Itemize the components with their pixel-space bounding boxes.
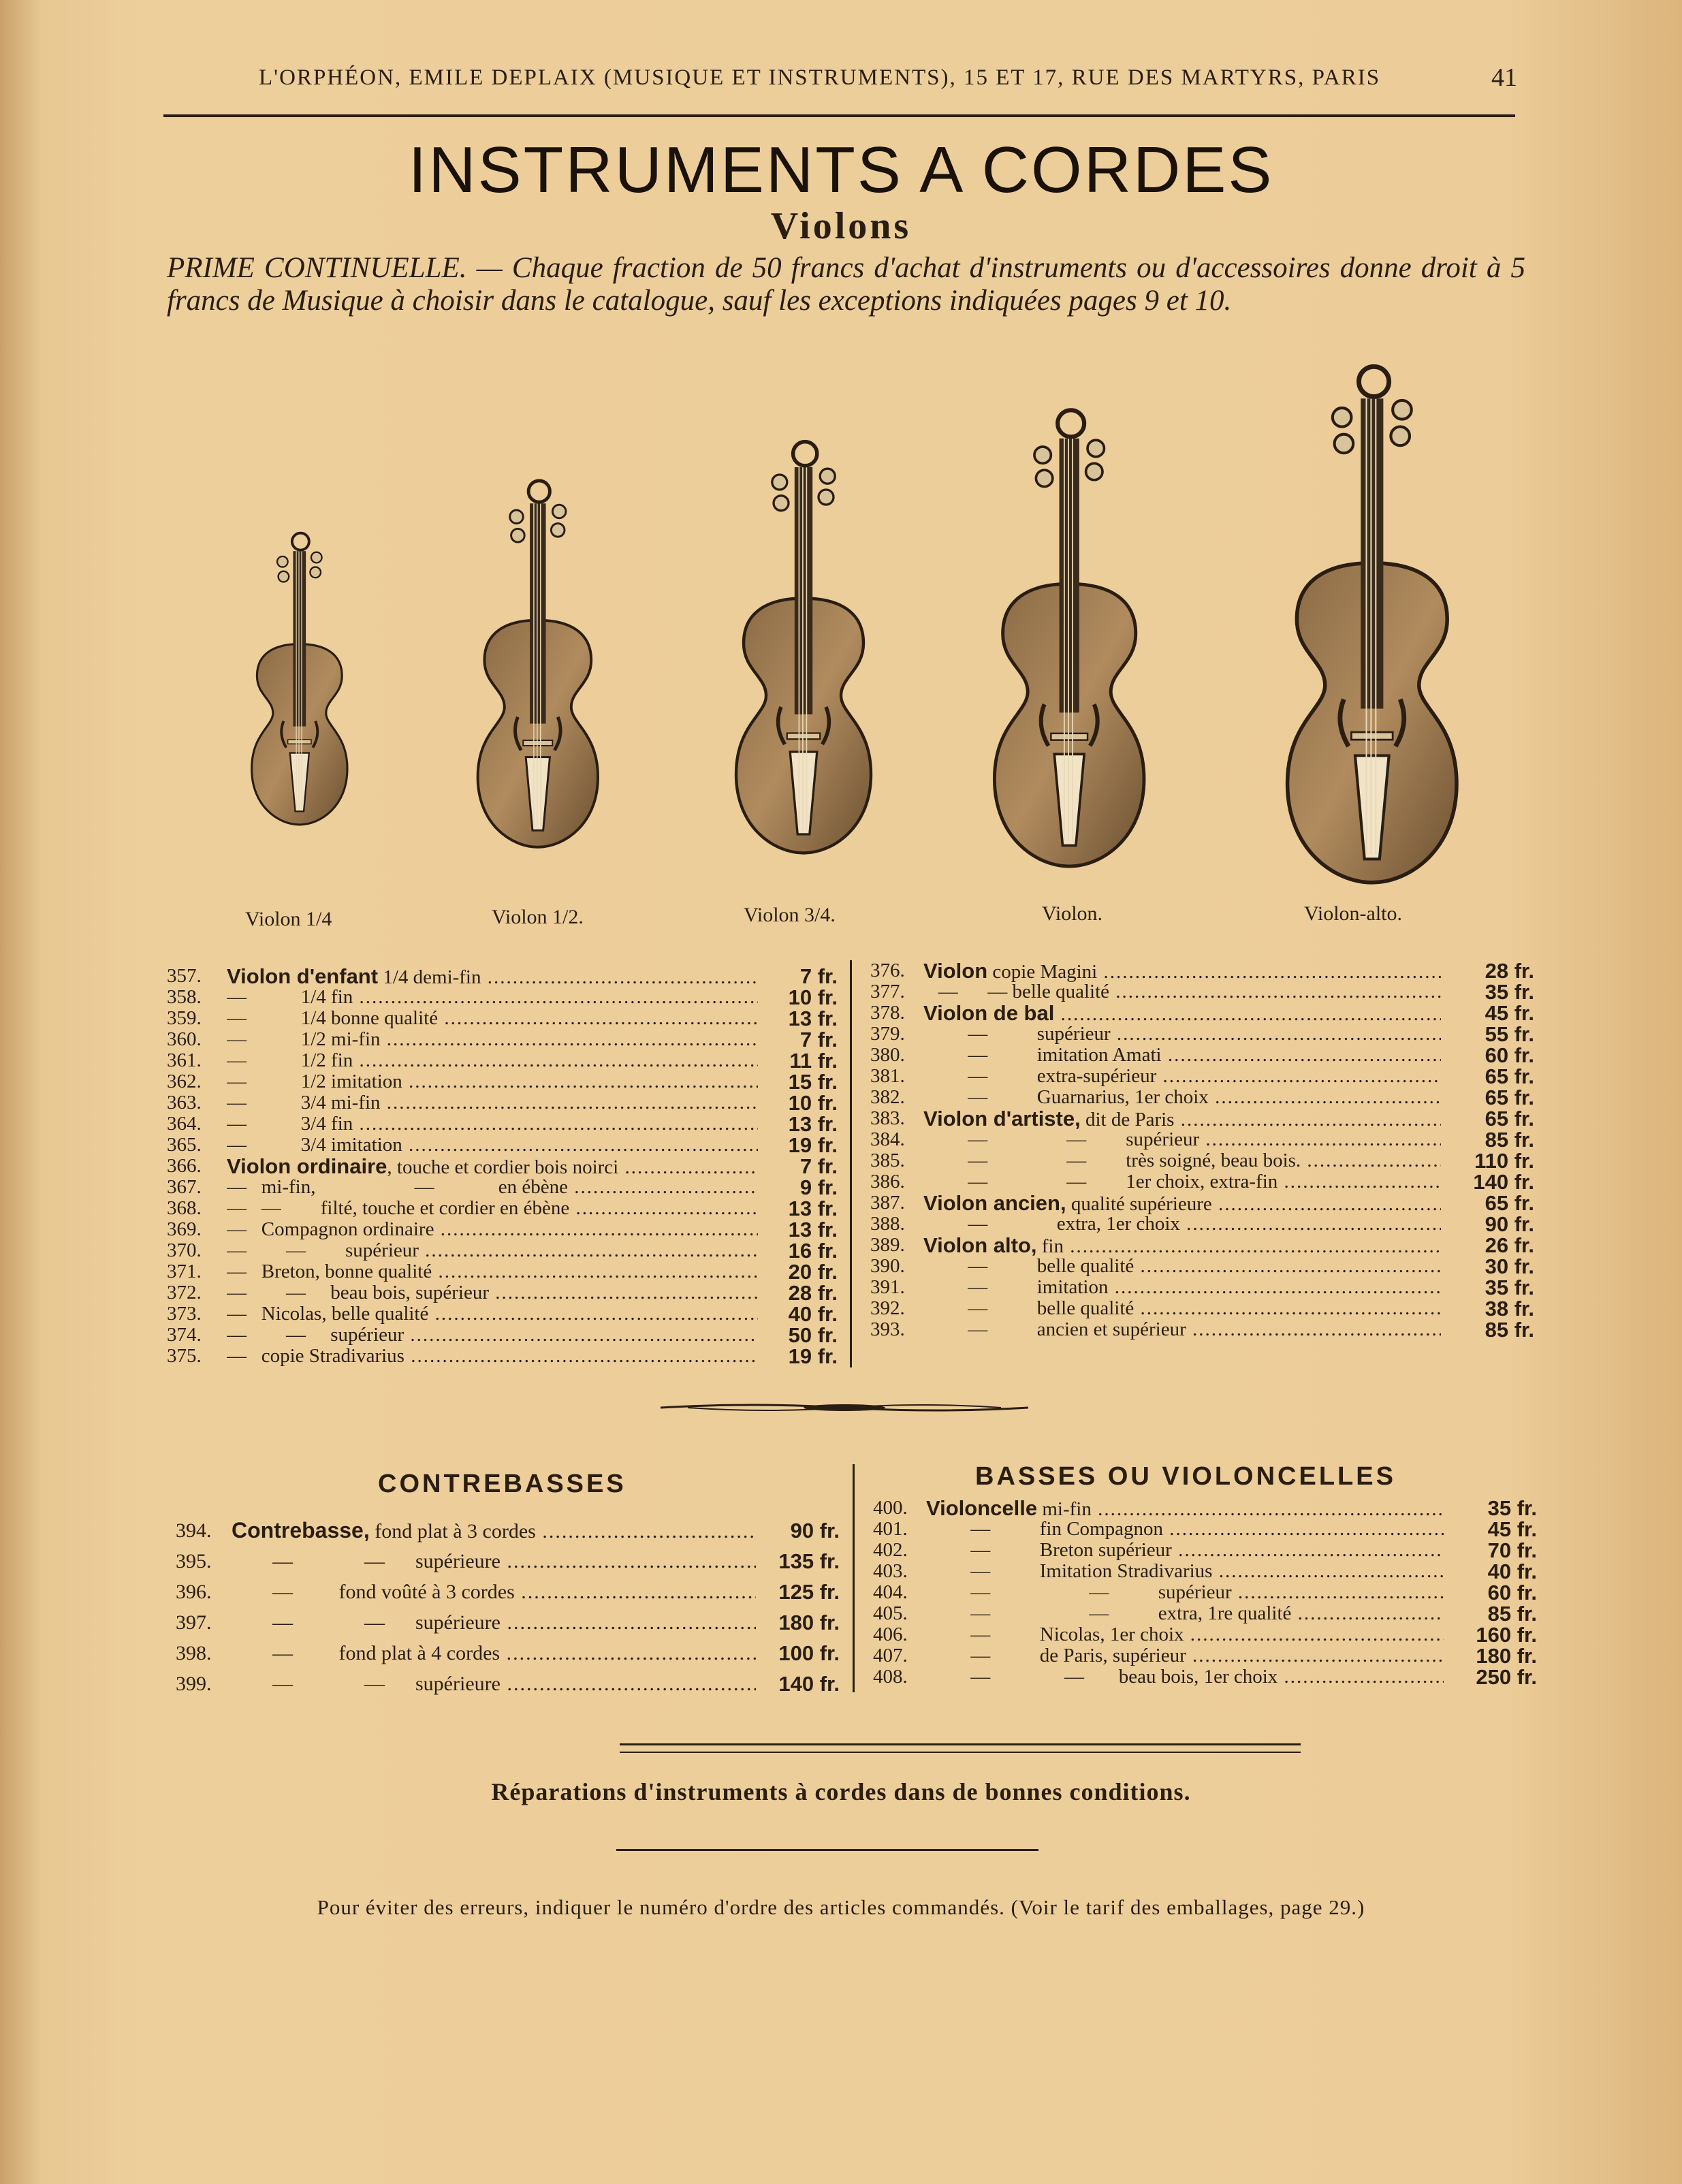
violoncelles-list [873,1498,1537,1688]
item-description [227,1219,758,1240]
item-detail: — belle qualité [923,1256,1134,1277]
list-item [167,1092,838,1113]
item-description [227,987,758,1008]
item-number: 402. [873,1539,908,1561]
item-number: 382. [870,1086,905,1108]
ornament-divider [661,1399,1028,1416]
item-detail: — 1/4 fin [227,987,353,1008]
item-price: 65 fr. [1485,1086,1534,1109]
item-description [926,1603,1444,1624]
item-number: 371. [167,1261,202,1282]
list-item [167,1156,838,1177]
item-detail: mi-fin [1037,1498,1092,1520]
item-category: Violon de bal [923,1002,1055,1025]
item-number: 377. [870,981,905,1002]
list-item [873,1561,1537,1582]
item-price: 70 fr. [1487,1538,1537,1562]
item-description [227,1156,758,1178]
item-detail: — — supérieur [227,1240,419,1261]
item-number: 362. [167,1071,202,1092]
item-price: 7 fr. [799,964,838,988]
item-detail: — copie Stradivarius [227,1346,404,1367]
item-description [227,1092,758,1113]
list-item [167,1071,838,1092]
list-item [873,1519,1537,1540]
item-number: 407. [873,1645,908,1666]
list-item [167,1177,838,1198]
item-number: 384. [870,1128,905,1150]
item-description [923,1024,1441,1045]
item-detail: — 3/4 fin [227,1113,353,1135]
item-number: 373. [167,1303,202,1325]
item-price: 55 fr. [1485,1022,1534,1046]
item-price: 19 fr. [788,1133,838,1157]
list-item [873,1582,1537,1603]
item-number: 365. [167,1134,202,1156]
item-price: 19 fr. [788,1344,838,1368]
item-price: 85 fr. [1485,1318,1534,1342]
list-item [870,1129,1534,1150]
item-detail: dit de Paris [1080,1109,1175,1130]
item-number: 405. [873,1602,908,1624]
violons-list-left [167,966,838,1367]
item-description [923,1319,1441,1340]
item-detail: — de Paris, supérieur [926,1645,1186,1666]
item-description [227,1325,758,1346]
item-number: 404. [873,1581,908,1603]
item-number: 398. [176,1642,212,1664]
item-price: 160 fr. [1476,1623,1537,1647]
item-number: 403. [873,1560,908,1582]
list-item [167,1261,838,1282]
violin-caption: Violon. [1042,902,1103,925]
item-description [923,1256,1441,1277]
item-detail: — 1/2 fin [227,1050,353,1071]
item-description [923,1108,1441,1130]
item-description [923,1045,1441,1066]
item-category: Violon d'enfant [227,966,379,988]
list-item [873,1645,1537,1666]
item-category: Contrebasse, [232,1518,370,1542]
list-item [870,1045,1534,1066]
item-number: 391. [870,1276,905,1298]
list-item [167,1240,838,1261]
item-number: 386. [870,1171,905,1192]
list-item [870,1192,1534,1214]
list-item [873,1498,1537,1519]
violin-caption: Violon 1/4 [245,908,332,930]
item-description [923,1298,1441,1319]
item-detail: — mi-fin, — en ébène [227,1177,568,1198]
item-category: Violon d'artiste, [923,1108,1081,1130]
list-item [167,966,838,987]
item-description [232,1638,756,1668]
item-price: 13 fr. [788,1112,838,1136]
list-item [176,1577,840,1607]
item-price: 26 fr. [1485,1233,1534,1257]
violin-illustration [464,477,612,857]
item-description [227,1050,758,1071]
item-detail: — imitation Amati [923,1045,1162,1066]
footer-note: Pour éviter des erreurs, indiquer le numéro d'ordre des articles commandés. (Voir le tarif des emballages, page 29.) [317,1895,1365,1919]
item-price: 7 fr. [799,1028,838,1051]
contrebasses-title: CONTREBASSES [378,1470,626,1498]
item-price: 11 fr. [789,1049,838,1073]
item-number: 361. [167,1049,202,1071]
double-rule-bottom [620,1752,1301,1753]
item-price: 90 fr. [1485,1212,1534,1236]
item-number: 366. [167,1155,202,1177]
item-description [232,1607,756,1638]
item-number: 406. [873,1624,908,1645]
running-head: L'ORPHÉON, EMILE DEPLAIX (MUSIQUE ET INSTRUMENTS), 15 ET 17, RUE DES MARTYRS, PARIS [259,65,1381,90]
item-detail: — belle qualité [923,1298,1134,1319]
item-number: 370. [167,1239,202,1261]
section-subtitle: Violons [770,205,912,247]
list-item [167,1219,838,1240]
item-number: 401. [873,1518,908,1540]
item-price: 45 fr. [1487,1517,1537,1541]
item-detail: — imitation [923,1277,1109,1298]
column-divider-2 [853,1464,855,1692]
item-description [926,1540,1444,1561]
item-detail: , touche et cordier bois noirci [387,1156,619,1178]
item-price: 65 fr. [1485,1191,1534,1215]
item-description [232,1577,756,1607]
item-detail: — 1/4 bonne qualité [227,1008,439,1029]
item-price: 60 fr. [1485,1043,1534,1067]
list-item [873,1603,1537,1624]
list-item [870,1298,1534,1319]
item-description [926,1666,1444,1688]
list-item [167,1346,838,1367]
list-item [870,1002,1534,1024]
item-price: 85 fr. [1487,1602,1537,1626]
item-number: 394. [176,1519,212,1542]
item-detail: — 3/4 mi-fin [227,1092,381,1113]
item-description [227,1198,758,1219]
item-price: 38 fr. [1485,1297,1534,1320]
header-rule [163,114,1515,117]
item-detail: — Compagnon ordinaire [227,1219,434,1240]
item-detail: — fond plat à 4 cordes [232,1642,501,1664]
item-price: 13 fr. [788,1218,838,1241]
list-item [167,1050,838,1071]
item-category: Violoncelle [926,1498,1038,1520]
list-item [870,960,1534,981]
item-number: 375. [167,1345,202,1367]
item-description [923,1129,1441,1150]
item-detail: — — très soigné, beau bois. [923,1150,1301,1171]
item-detail: — — supérieur [227,1325,404,1346]
violin-caption: Violon-alto. [1304,902,1403,925]
item-number: 408. [873,1666,908,1688]
item-description [227,1282,758,1303]
item-number: 364. [167,1113,202,1135]
item-price: 15 fr. [788,1070,838,1094]
item-detail: — — supérieure [232,1673,501,1695]
list-item [870,1235,1534,1256]
item-detail: — extra-supérieur [923,1066,1157,1087]
item-number: 387. [870,1192,905,1214]
item-detail: — — supérieure [232,1550,501,1572]
item-number: 379. [870,1023,905,1045]
list-item [873,1624,1537,1645]
item-description [923,1066,1441,1087]
item-price: 250 fr. [1476,1665,1537,1689]
item-description [232,1668,756,1699]
item-description [926,1624,1444,1645]
item-description [227,1240,758,1261]
item-detail: — — supérieure [232,1611,501,1634]
item-number: 357. [167,965,202,987]
list-item [176,1546,840,1577]
item-number: 367. [167,1176,202,1198]
item-number: 374. [167,1324,202,1346]
item-description [227,1177,758,1198]
list-item [167,1135,838,1156]
item-description [227,1113,758,1135]
item-description [923,981,1441,1002]
item-detail: — — belle qualité [923,981,1110,1002]
violin-illustration [721,437,886,864]
list-item [873,1666,1537,1688]
item-description [232,1515,756,1547]
item-description [923,1150,1441,1171]
item-number: 400. [873,1497,908,1519]
item-number: 381. [870,1065,905,1087]
list-item [167,1113,838,1135]
list-item [873,1540,1537,1561]
item-price: 16 fr. [788,1239,838,1263]
item-detail: — 1/2 imitation [227,1071,402,1092]
item-detail: — — beau bois, 1er choix [926,1666,1278,1688]
violin-caption: Violon 3/4. [744,904,836,926]
item-price: 40 fr. [1487,1560,1537,1583]
list-item [870,1277,1534,1298]
list-item [176,1607,840,1638]
item-number: 389. [870,1234,905,1256]
short-rule [616,1849,1038,1851]
item-detail: — — supérieur [923,1129,1200,1150]
item-number: 388. [870,1213,905,1235]
list-item [176,1515,840,1546]
item-category: Violon alto, [923,1235,1037,1257]
item-description [227,1029,758,1050]
list-item [167,1325,838,1346]
item-category: Violon ordinaire [227,1156,387,1178]
list-item [870,1108,1534,1129]
item-description [227,1008,758,1029]
page-number: 41 [1491,63,1517,92]
item-number: 397. [176,1611,212,1634]
item-number: 372. [167,1282,202,1303]
list-item [167,1029,838,1050]
item-description [227,1303,758,1325]
item-number: 369. [167,1218,202,1240]
list-item [176,1638,840,1668]
item-description [923,1002,1441,1025]
item-detail: — — extra, 1re qualité [926,1603,1292,1624]
list-item [167,1282,838,1303]
item-description [926,1645,1444,1666]
item-price: 35 fr. [1485,1276,1534,1299]
item-price: 20 fr. [788,1260,838,1284]
item-description [923,1171,1441,1192]
item-category: Violon ancien, [923,1192,1066,1215]
item-description [227,1071,758,1092]
item-number: 396. [176,1581,212,1603]
item-number: 380. [870,1044,905,1066]
list-item [167,1008,838,1029]
list-item [870,1171,1534,1192]
item-description [923,960,1441,983]
item-detail: — ancien et supérieur [923,1319,1186,1340]
item-price: 10 fr. [788,985,838,1009]
item-detail: — — supérieur [926,1582,1232,1603]
violin-illustration [978,405,1160,879]
item-number: 359. [167,1007,202,1029]
item-price: 65 fr. [1485,1107,1534,1130]
item-price: 90 fr. [790,1519,840,1542]
list-item [870,1319,1534,1340]
item-description [232,1546,756,1577]
item-description [923,1087,1441,1108]
item-description [227,1261,758,1282]
list-item [167,1303,838,1325]
item-description [923,1277,1441,1298]
item-price: 45 fr. [1485,1001,1534,1025]
violin-illustration [241,530,358,833]
item-price: 180 fr. [778,1611,840,1634]
item-price: 9 fr. [799,1175,838,1199]
violons-list-right [870,960,1534,1340]
item-price: 30 fr. [1485,1254,1534,1278]
list-item [870,1087,1534,1108]
item-price: 50 fr. [788,1323,838,1347]
item-detail: — — filté, touche et cordier en ébène [227,1198,570,1219]
item-detail: — fond voûté à 3 cordes [232,1581,515,1603]
item-description [926,1561,1444,1582]
contrebasses-list [176,1515,840,1699]
item-description [926,1582,1444,1603]
item-price: 65 fr. [1485,1064,1534,1088]
item-detail: — Breton, bonne qualité [227,1261,432,1282]
item-detail: fond plat à 3 cordes [369,1520,536,1542]
item-detail: — Nicolas, 1er choix [926,1624,1184,1645]
item-detail: — extra, 1er choix [923,1214,1180,1235]
list-item [176,1668,840,1699]
item-detail: — 1/2 mi-fin [227,1029,381,1050]
page-title: INSTRUMENTS A CORDES [408,133,1274,206]
item-description [227,1135,758,1156]
item-detail: copie Magini [987,961,1098,983]
item-price: 13 fr. [788,1197,838,1220]
item-number: 376. [870,960,905,981]
repairs-notice: Réparations d'instruments à cordes dans de bonnes conditions. [491,1778,1191,1805]
item-number: 393. [870,1318,905,1340]
item-number: 395. [176,1550,212,1572]
item-price: 180 fr. [1476,1644,1537,1668]
item-description [923,1214,1441,1235]
column-divider [850,960,852,1367]
item-description [227,1346,758,1367]
item-detail: 1/4 demi-fin [378,966,481,988]
prime-notice: PRIME CONTINUELLE. — Chaque fraction de 50 francs d'achat d'instruments ou d'accessoires donne droit à 5 francs de Musique à choisir dans le catalogue, sauf les exceptions indiquées pages 9 et 10. [167,252,1525,317]
item-detail: fin [1036,1235,1064,1257]
item-number: 392. [870,1297,905,1319]
item-number: 363. [167,1092,202,1113]
item-price: 100 fr. [778,1641,840,1665]
violin-caption: Violon 1/2. [492,906,584,928]
item-price: 10 fr. [788,1091,838,1115]
item-price: 85 fr. [1485,1128,1534,1152]
item-detail: — Guarnarius, 1er choix [923,1087,1209,1108]
list-item [870,1256,1534,1277]
violin-illustration [1269,361,1476,897]
item-category: Violon [923,960,988,983]
item-number: 385. [870,1150,905,1171]
item-price: 13 fr. [788,1007,838,1030]
item-detail: — Nicolas, belle qualité [227,1303,429,1325]
list-item [870,1066,1534,1087]
item-price: 125 fr. [778,1580,840,1604]
item-number: 399. [176,1673,212,1695]
item-description [227,966,758,988]
item-price: 110 fr. [1474,1149,1534,1173]
item-price: 28 fr. [788,1281,838,1305]
violoncelles-title: BASSES OU VIOLONCELLES [975,1462,1396,1491]
item-description [926,1519,1444,1540]
item-detail: — 3/4 imitation [227,1135,402,1156]
double-rule-top [620,1743,1301,1745]
list-item [167,1198,838,1219]
list-item [870,981,1534,1002]
item-number: 360. [167,1028,202,1050]
item-detail: — — beau bois, supérieur [227,1282,489,1303]
item-detail: qualité supérieure [1066,1193,1212,1215]
item-price: 140 fr. [778,1672,840,1696]
item-price: 28 fr. [1485,959,1534,983]
item-detail: — — 1er choix, extra-fin [923,1171,1278,1192]
item-detail: — Imitation Stradivarius [926,1561,1213,1582]
item-price: 35 fr. [1487,1496,1537,1520]
item-price: 35 fr. [1485,980,1534,1004]
list-item [870,1024,1534,1045]
item-price: 40 fr. [788,1302,838,1326]
item-price: 135 fr. [778,1549,840,1573]
item-number: 378. [870,1002,905,1024]
item-detail: — supérieur [923,1024,1111,1045]
list-item [870,1214,1534,1235]
item-description [923,1192,1441,1215]
item-price: 60 fr. [1487,1581,1537,1604]
list-item [167,987,838,1008]
item-description [926,1498,1444,1520]
item-description [923,1235,1441,1257]
item-detail: — Breton supérieur [926,1540,1172,1561]
item-number: 390. [870,1255,905,1277]
item-number: 368. [167,1197,202,1219]
list-item [870,1150,1534,1171]
item-number: 358. [167,986,202,1008]
item-price: 140 fr. [1473,1170,1534,1194]
item-price: 7 fr. [799,1154,838,1178]
item-number: 383. [870,1107,905,1129]
item-detail: — fin Compagnon [926,1519,1163,1540]
